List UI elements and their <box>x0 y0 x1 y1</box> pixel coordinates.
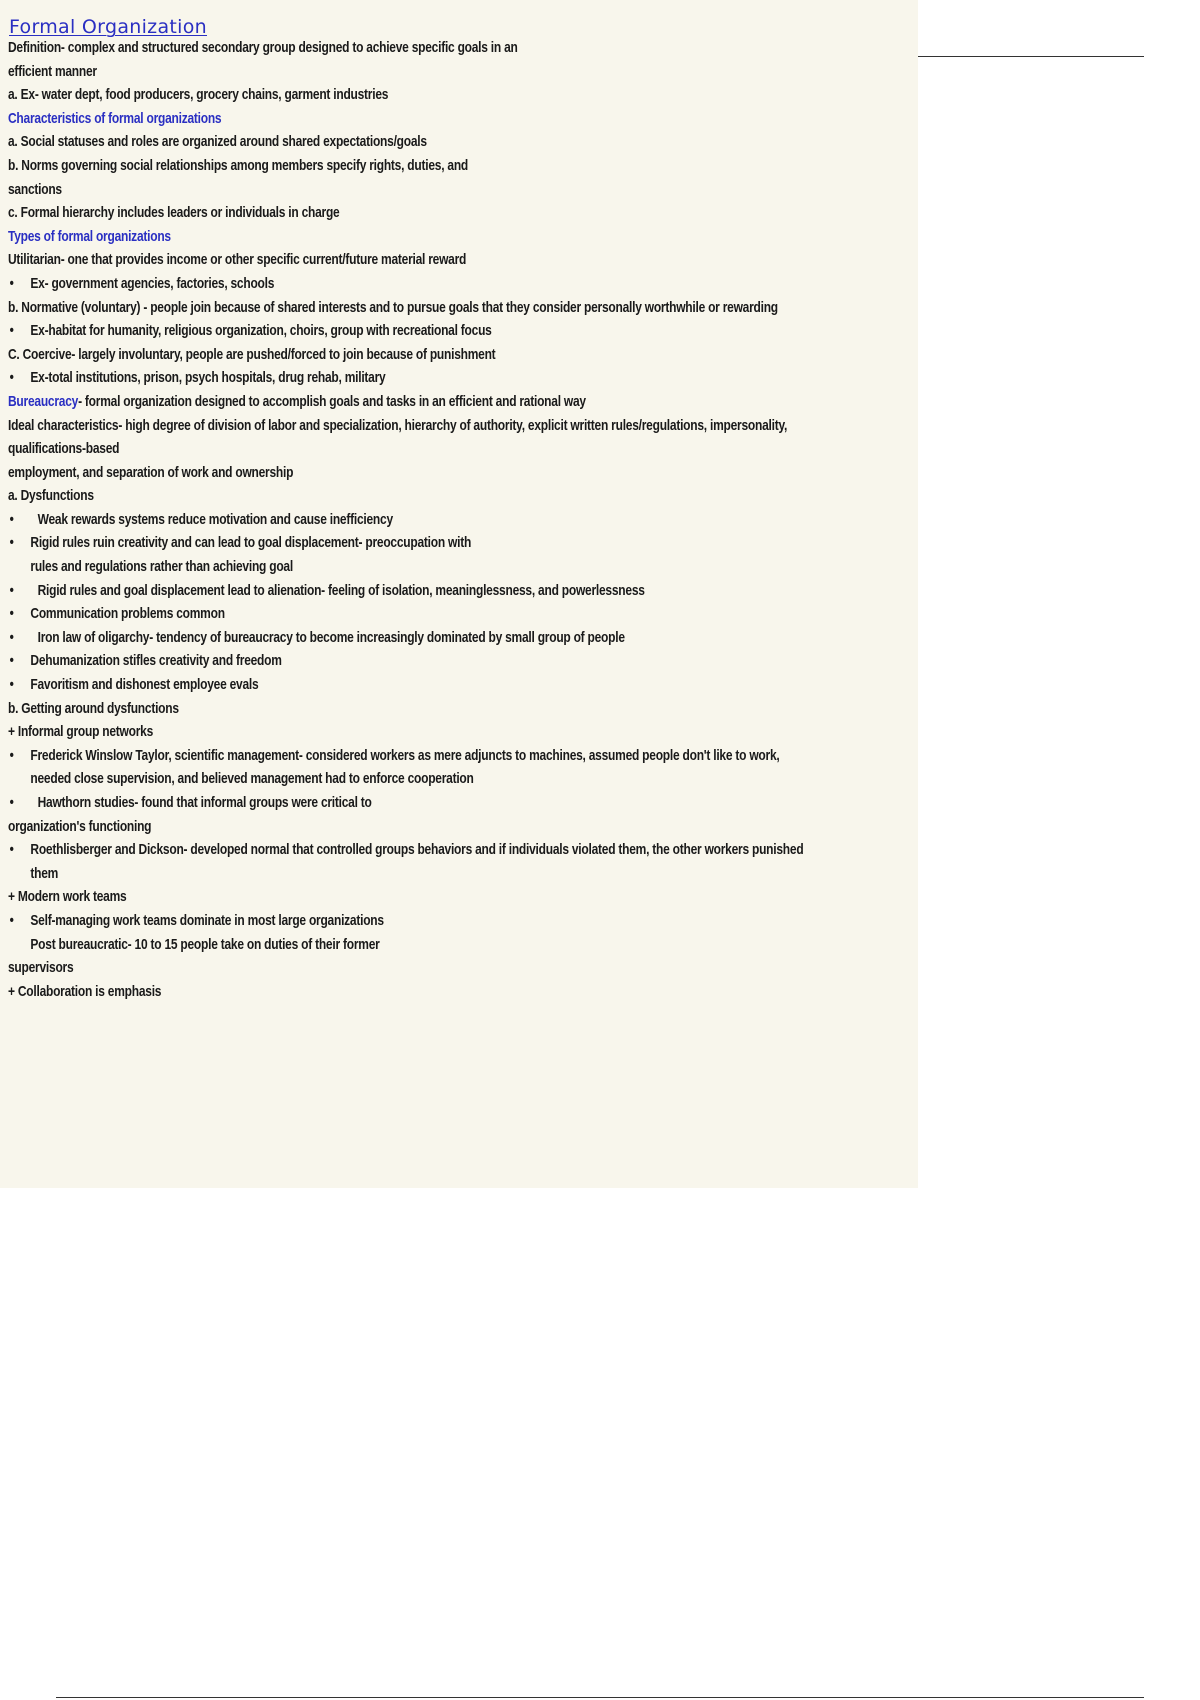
text-line: qualifications-based <box>8 440 120 458</box>
inline-definition: - formal organization designed to accomplish goals and tasks in an efficient and rational way <box>78 392 586 410</box>
text-line: supervisors <box>8 959 74 977</box>
text-line: + Modern work teams <box>8 888 127 906</box>
text-line: b. Getting around dysfunctions <box>8 699 179 717</box>
text-line: C. Coercive- largely involuntary, people are pushed/forced to join because of punishment <box>8 345 496 363</box>
text-line: b. Normative (voluntary) - people join because of shared interests and to pursue goals that they consider personally worthwhile or rewarding <box>8 298 778 316</box>
continuation-line: them <box>30 864 59 882</box>
bullet-item: • Ex- government agencies, factories, schools <box>8 272 728 296</box>
bullet-item: • Hawthorn studies- found that informal groups were critical to <box>8 791 728 815</box>
text-line: a. Social statuses and roles are organized around shared expectations/goals <box>8 133 427 151</box>
continuation-line: needed close supervision, and believed management had to enforce cooperation <box>30 770 474 788</box>
text-line: a. Ex- water dept, food producers, grocery chains, garment industries <box>8 86 389 104</box>
note-title: Formal Organization <box>9 16 207 38</box>
bullet-item: • Roethlisberger and Dickson- developed normal that controlled groups behaviors and if individuals violated them, the other workers punished <box>8 838 728 862</box>
bullet-item: • Rigid rules and goal displacement lead to alienation- feeling of isolation, meaninglessness, and powerlessness <box>8 579 728 603</box>
note-body <box>8 36 908 1003</box>
text-line: Definition- complex and structured secondary group designed to achieve specific goals in an <box>8 39 518 56</box>
bottom-divider <box>56 1697 1144 1698</box>
bullet-item: • Frederick Winslow Taylor, scientific management- considered workers as mere adjuncts to machines, assumed people don't like to work, <box>8 744 728 768</box>
bullet-item: • Favoritism and dishonest employee evals <box>8 673 728 697</box>
text-line: + Collaboration is emphasis <box>8 982 162 1000</box>
text-line: Ideal characteristics- high degree of division of labor and specialization, hierarchy of authority, explicit written rules/regulations, impersonality, <box>8 416 788 434</box>
text-line: organization's functioning <box>8 817 152 835</box>
text-line: Utilitarian- one that provides income or other specific current/future material reward <box>8 251 467 269</box>
text-line: b. Norms governing social relationships among members specify rights, duties, and <box>8 156 469 174</box>
bullet-item: • Ex-habitat for humanity, religious organization, choirs, group with recreational focus <box>8 319 728 343</box>
continuation-line: rules and regulations rather than achieving goal <box>30 558 293 576</box>
bullet-item: • Communication problems common <box>8 602 728 626</box>
inline-term: Bureaucracy <box>8 392 79 410</box>
section-heading: Characteristics of formal organizations <box>8 109 222 127</box>
text-line: c. Formal hierarchy includes leaders or individuals in charge <box>8 204 340 222</box>
bullet-item: • Dehumanization stifles creativity and freedom <box>8 649 728 673</box>
text-line: a. Dysfunctions <box>8 487 94 505</box>
text-line <box>8 390 728 414</box>
bullet-item: • Ex-total institutions, prison, psych hospitals, drug rehab, military <box>8 366 728 390</box>
text-line: sanctions <box>8 180 62 198</box>
text-line: + Informal group networks <box>8 723 154 741</box>
bullet-item: • Rigid rules ruin creativity and can lead to goal displacement- preoccupation with <box>8 531 728 555</box>
bullet-item: • Weak rewards systems reduce motivation and cause inefficiency <box>8 508 728 532</box>
text-line: employment, and separation of work and ownership <box>8 463 294 481</box>
section-heading: Types of formal organizations <box>8 227 171 245</box>
continuation-line: Post bureaucratic- 10 to 15 people take on duties of their former <box>30 935 380 953</box>
bullet-item: • Self-managing work teams dominate in most large organizations <box>8 909 728 933</box>
top-divider <box>918 56 1144 57</box>
bullet-item: • Iron law of oligarchy- tendency of bureaucracy to become increasingly dominated by small group of people <box>8 626 728 650</box>
text-line: efficient manner <box>8 62 97 80</box>
